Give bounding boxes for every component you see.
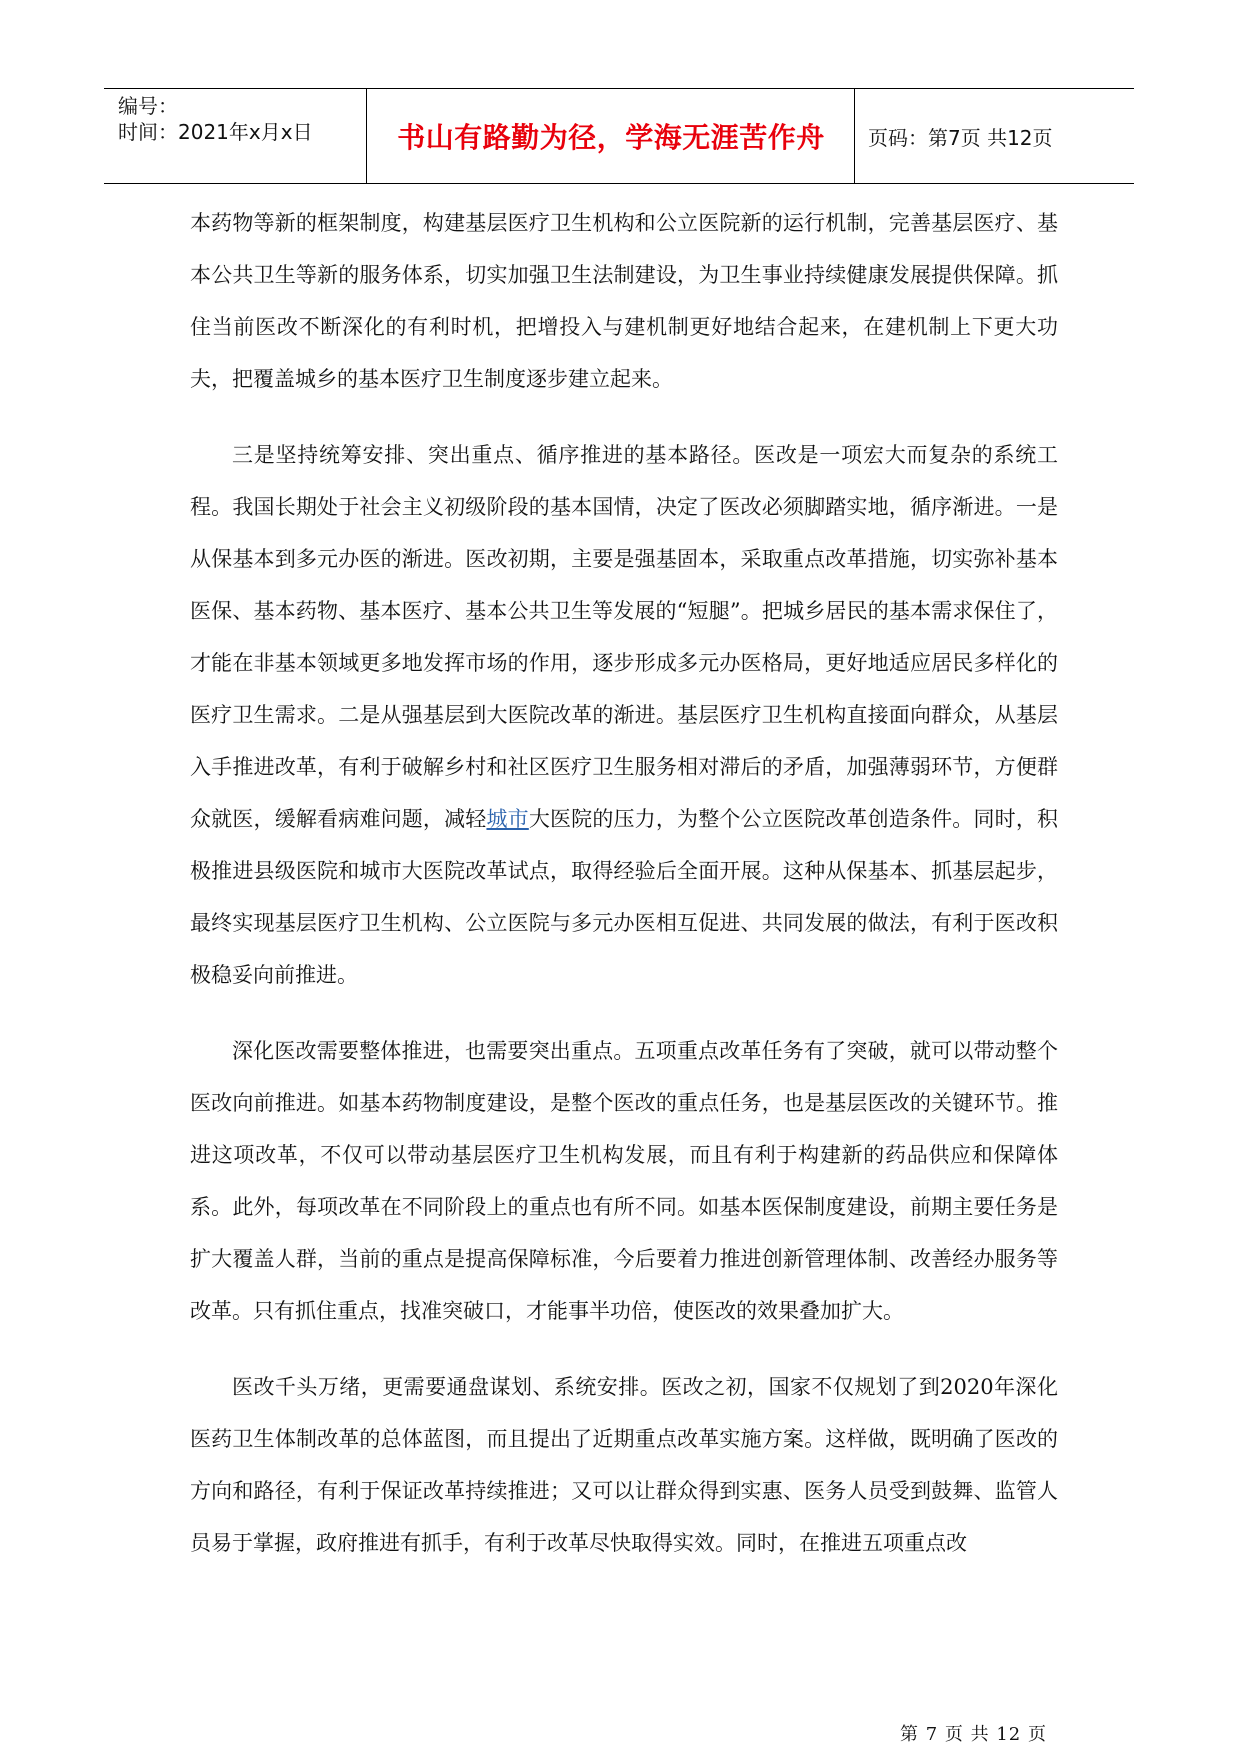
header-page-info: 页码：第7页 共12页 (868, 125, 1053, 150)
paragraph-2-text-b: 大医院的压力，为整个公立医院改革创造条件。同时，积极推进县级医院和城市大医院改革试点，取得经验后全面开展。这种从保基本、抓基层起步，最终实现基层医疗卫生机构、公立医院与多元办医相互促进、共同发展的做法，有利于医改积极稳妥向前推进。 (190, 807, 1059, 987)
header-motto: 书山有路勤为径，学海无涯苦作舟 (368, 89, 855, 183)
paragraph-2 (190, 429, 1058, 1001)
paragraph-4: 医改千头万绪，更需要通盘谋划、系统安排。医改之初，国家不仅规划了到2020年深化医药卫生体制改革的总体蓝图，而且提出了近期重点改革实施方案。这样做，既明确了医改的方向和路径，有利于保证改革持续推进；又可以让群众得到实惠、医务人员受到鼓舞、监管人员易于掌握，政府推进有抓手，有利于改革尽快取得实效。同时，在推进五项重点改 (190, 1375, 1058, 1555)
document-header (104, 88, 1134, 184)
page-footer: 第 7 页 共 12 页 (900, 1724, 1047, 1745)
paragraph-2-text-a: 三是坚持统筹安排、突出重点、循序推进的基本路径。医改是一项宏大而复杂的系统工程。我国长期处于社会主义初级阶段的基本国情，决定了医改必须脚踏实地，循序渐进。一是从保基本到多元办医的渐进。医改初期，主要是强基固本，采取重点改革措施，切实弥补基本医保、基本药物、基本医疗、基本公共卫生等发展的“短腿”。把城乡居民的基本需求保住了，才能在非基本领域更多地发挥市场的作用，逐步形成多元办医格局，更好地适应居民多样化的医疗卫生需求。二是从强基层到大医院改革的渐进。基层医疗卫生机构直接面向群众，从基层入手推进改革，有利于破解乡村和社区医疗卫生服务相对滞后的矛盾，加强薄弱环节，方便群众就医，缓解看病难问题，减轻 (190, 443, 1058, 831)
city-link[interactable]: 城市 (486, 807, 529, 831)
header-meta-cell (104, 89, 367, 183)
paragraph-1: 本药物等新的框架制度，构建基层医疗卫生机构和公立医院新的运行机制，完善基层医疗、基本公共卫生等新的服务体系，切实加强卫生法制建设，为卫生事业持续健康发展提供保障。抓住当前医改不断深化的有利时机，把增投入与建机制更好地结合起来，在建机制上下更大功夫，把覆盖城乡的基本医疗卫生制度逐步建立起来。 (190, 211, 1058, 391)
document-body (190, 197, 1058, 1569)
paragraph-3: 深化医改需要整体推进，也需要突出重点。五项重点改革任务有了突破，就可以带动整个医改向前推进。如基本药物制度建设，是整个医改的重点任务，也是基层医改的关键环节。推进这项改革，不仅可以带动基层医疗卫生机构发展，而且有利于构建新的药品供应和保障体系。此外，每项改革在不同阶段上的重点也有所不同。如基本医保制度建设，前期主要任务是扩大覆盖人群，当前的重点是提高保障标准，今后要着力推进创新管理体制、改善经办服务等改革。只有抓住重点，找准突破口，才能事半功倍，使医改的效果叠加扩大。 (190, 1039, 1058, 1323)
document-time-label: 时间：2021年x月x日 (118, 120, 313, 144)
document-number-label: 编号： (118, 94, 178, 118)
